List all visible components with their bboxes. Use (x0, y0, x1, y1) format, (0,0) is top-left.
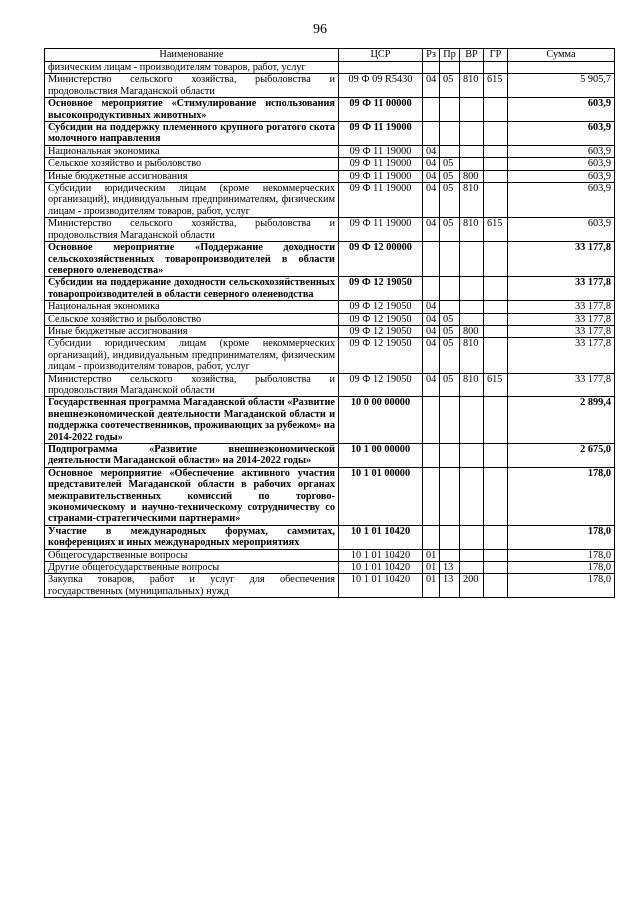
cell-sum: 33 177,8 (508, 313, 615, 325)
table-row (45, 122, 615, 146)
table-header-row (45, 49, 615, 62)
cell-vr: 810 (460, 338, 484, 373)
cell-name: Основное мероприятие «Поддержание доходности сельскохозяйственных товаропроизводителей в области северного оленеводства» (45, 242, 339, 277)
header-csr: ЦСР (339, 49, 423, 62)
cell-rz: 04 (423, 183, 440, 218)
cell-sum: 33 177,8 (508, 338, 615, 373)
cell-name: Другие общегосударственные вопросы (45, 562, 339, 574)
header-gr: ГР (484, 49, 508, 62)
cell-name: Подпрограмма «Развитие внешнеэкономической деятельности Магаданской области» на 2014-2022 годы» (45, 444, 339, 468)
cell-pr (440, 549, 460, 561)
cell-rz (423, 122, 440, 146)
cell-name: Национальная экономика (45, 145, 339, 157)
cell-gr (484, 242, 508, 277)
cell-vr (460, 525, 484, 549)
table-row (45, 444, 615, 468)
cell-pr: 05 (440, 313, 460, 325)
cell-vr (460, 145, 484, 157)
cell-pr: 05 (440, 373, 460, 397)
cell-sum: 178,0 (508, 574, 615, 598)
cell-vr (460, 301, 484, 313)
cell-rz: 01 (423, 562, 440, 574)
cell-rz (423, 467, 440, 525)
cell-rz: 04 (423, 325, 440, 337)
cell-rz: 01 (423, 549, 440, 561)
cell-pr (440, 145, 460, 157)
cell-name: Субсидии на поддержку племенного крупного рогатого скота молочного направления (45, 122, 339, 146)
cell-sum: 603,9 (508, 218, 615, 242)
cell-rz: 04 (423, 373, 440, 397)
cell-sum: 603,9 (508, 183, 615, 218)
cell-sum: 603,9 (508, 122, 615, 146)
cell-vr (460, 313, 484, 325)
cell-rz: 04 (423, 74, 440, 98)
cell-name: Иные бюджетные ассигнования (45, 325, 339, 337)
cell-gr (484, 183, 508, 218)
cell-pr (440, 444, 460, 468)
cell-pr: 05 (440, 218, 460, 242)
cell-gr (484, 444, 508, 468)
table-body (45, 62, 615, 598)
table-row (45, 145, 615, 157)
cell-vr: 810 (460, 74, 484, 98)
budget-table (44, 48, 615, 598)
cell-name: Субсидии юридическим лицам (кроме некоммерческих организаций), индивидуальным предпринимателям, физическим лицам - производителям товаров, работ, услуг (45, 183, 339, 218)
cell-pr (440, 98, 460, 122)
cell-rz (423, 397, 440, 444)
cell-gr: 615 (484, 373, 508, 397)
table-row (45, 170, 615, 182)
header-name: Наименование (45, 49, 339, 62)
cell-gr (484, 145, 508, 157)
cell-sum: 33 177,8 (508, 373, 615, 397)
cell-pr (440, 525, 460, 549)
cell-csr: 09 Ф 12 19050 (339, 325, 423, 337)
cell-pr: 05 (440, 158, 460, 170)
cell-vr (460, 277, 484, 301)
cell-gr (484, 549, 508, 561)
cell-pr: 13 (440, 574, 460, 598)
table-row (45, 373, 615, 397)
cell-csr: 09 Ф 11 19000 (339, 183, 423, 218)
table-row (45, 525, 615, 549)
table-row (45, 325, 615, 337)
cell-name: Государственная программа Магаданской области «Развитие внешнеэкономической деятельности Магаданской области и поддержка соотечественников, проживающих за рубежом» на 2014-2022 годы» (45, 397, 339, 444)
cell-sum: 603,9 (508, 98, 615, 122)
cell-vr (460, 397, 484, 444)
cell-sum: 2 675,0 (508, 444, 615, 468)
cell-rz (423, 525, 440, 549)
header-vr: ВР (460, 49, 484, 62)
cell-name: физическим лицам - производителям товаров, работ, услуг (45, 62, 339, 74)
cell-rz: 04 (423, 158, 440, 170)
cell-rz: 01 (423, 574, 440, 598)
cell-csr: 09 Ф 12 19050 (339, 373, 423, 397)
header-pr: Пр (440, 49, 460, 62)
cell-pr (440, 301, 460, 313)
cell-vr (460, 562, 484, 574)
cell-pr (440, 277, 460, 301)
cell-vr (460, 62, 484, 74)
cell-vr (460, 467, 484, 525)
cell-name: Участие в международных форумах, саммитах, конференциях и иных международных мероприятиях (45, 525, 339, 549)
cell-vr (460, 242, 484, 277)
cell-gr (484, 562, 508, 574)
cell-sum: 603,9 (508, 158, 615, 170)
cell-sum: 603,9 (508, 145, 615, 157)
cell-rz: 04 (423, 313, 440, 325)
cell-pr: 05 (440, 338, 460, 373)
cell-pr: 05 (440, 170, 460, 182)
cell-vr (460, 158, 484, 170)
cell-name: Основное мероприятие «Обеспечение активного участия представителей Магаданской области в рабочих органах межправительственных комиссий по торгово-экономическому и научно-техническому сотрудничеству со странами-стратегическими партнерами» (45, 467, 339, 525)
cell-name: Закупка товаров, работ и услуг для обеспечения государственных (муниципальных) нужд (45, 574, 339, 598)
cell-csr: 10 1 01 10420 (339, 525, 423, 549)
cell-gr (484, 98, 508, 122)
cell-csr: 09 Ф 11 19000 (339, 122, 423, 146)
cell-vr (460, 444, 484, 468)
table-row (45, 218, 615, 242)
cell-vr: 810 (460, 183, 484, 218)
cell-csr: 09 Ф 11 00000 (339, 98, 423, 122)
header-rz: Рз (423, 49, 440, 62)
cell-sum: 178,0 (508, 525, 615, 549)
cell-pr: 05 (440, 183, 460, 218)
cell-csr: 10 1 01 10420 (339, 562, 423, 574)
table-row (45, 242, 615, 277)
table-row (45, 277, 615, 301)
cell-csr: 09 Ф 09 R5430 (339, 74, 423, 98)
cell-gr (484, 397, 508, 444)
cell-vr: 810 (460, 373, 484, 397)
cell-name: Сельское хозяйство и рыболовство (45, 313, 339, 325)
cell-name: Общегосударственные вопросы (45, 549, 339, 561)
cell-csr: 10 1 01 10420 (339, 574, 423, 598)
table-row (45, 74, 615, 98)
table-row (45, 549, 615, 561)
cell-pr: 13 (440, 562, 460, 574)
cell-sum: 178,0 (508, 549, 615, 561)
cell-gr (484, 301, 508, 313)
cell-sum: 603,9 (508, 170, 615, 182)
table-row (45, 158, 615, 170)
table-row (45, 397, 615, 444)
cell-csr: 10 1 01 10420 (339, 549, 423, 561)
cell-csr: 09 Ф 11 19000 (339, 158, 423, 170)
cell-sum: 33 177,8 (508, 242, 615, 277)
table-row (45, 301, 615, 313)
cell-name: Субсидии на поддержание доходности сельскохозяйственных товаропроизводителей в области северного оленеводства (45, 277, 339, 301)
cell-name: Субсидии юридическим лицам (кроме некоммерческих организаций), индивидуальным предпринимателям, физическим лицам - производителям товаров, работ, услуг (45, 338, 339, 373)
cell-csr: 10 1 00 00000 (339, 444, 423, 468)
cell-rz (423, 277, 440, 301)
cell-csr: 09 Ф 12 19050 (339, 338, 423, 373)
table-row (45, 562, 615, 574)
cell-pr: 05 (440, 74, 460, 98)
cell-gr (484, 313, 508, 325)
table-row (45, 574, 615, 598)
cell-sum: 178,0 (508, 562, 615, 574)
cell-sum: 178,0 (508, 467, 615, 525)
cell-pr: 05 (440, 325, 460, 337)
cell-rz: 04 (423, 218, 440, 242)
cell-gr (484, 277, 508, 301)
cell-vr (460, 98, 484, 122)
cell-name: Министерство сельского хозяйства, рыболовства и продовольствия Магаданской области (45, 373, 339, 397)
cell-rz (423, 444, 440, 468)
cell-csr: 09 Ф 12 19050 (339, 301, 423, 313)
cell-csr: 09 Ф 11 19000 (339, 145, 423, 157)
cell-sum: 2 899,4 (508, 397, 615, 444)
cell-rz: 04 (423, 338, 440, 373)
cell-sum (508, 62, 615, 74)
table-row (45, 467, 615, 525)
cell-csr: 10 1 01 00000 (339, 467, 423, 525)
cell-vr: 800 (460, 170, 484, 182)
cell-gr: 615 (484, 74, 508, 98)
cell-vr: 200 (460, 574, 484, 598)
cell-rz: 04 (423, 170, 440, 182)
cell-name: Основное мероприятие «Стимулирование использования высокопродуктивных животных» (45, 98, 339, 122)
cell-name: Национальная экономика (45, 301, 339, 313)
table-row (45, 338, 615, 373)
cell-pr (440, 242, 460, 277)
cell-csr: 09 Ф 12 00000 (339, 242, 423, 277)
table-row (45, 313, 615, 325)
cell-vr: 810 (460, 218, 484, 242)
cell-csr: 09 Ф 11 19000 (339, 170, 423, 182)
cell-name: Сельское хозяйство и рыболовство (45, 158, 339, 170)
cell-pr (440, 62, 460, 74)
cell-gr (484, 338, 508, 373)
cell-pr (440, 122, 460, 146)
cell-gr (484, 525, 508, 549)
cell-sum: 33 177,8 (508, 301, 615, 313)
cell-rz: 04 (423, 145, 440, 157)
cell-gr (484, 170, 508, 182)
cell-pr (440, 467, 460, 525)
page-number: 96 (313, 22, 327, 37)
header-sum: Сумма (508, 49, 615, 62)
cell-csr (339, 62, 423, 74)
table-row (45, 183, 615, 218)
cell-sum: 5 905,7 (508, 74, 615, 98)
cell-csr: 09 Ф 12 19050 (339, 313, 423, 325)
cell-gr (484, 122, 508, 146)
cell-sum: 33 177,8 (508, 277, 615, 301)
table-row (45, 98, 615, 122)
cell-csr: 10 0 00 00000 (339, 397, 423, 444)
cell-gr (484, 467, 508, 525)
cell-gr (484, 62, 508, 74)
cell-rz: 04 (423, 301, 440, 313)
table-row (45, 62, 615, 74)
cell-pr (440, 397, 460, 444)
cell-rz (423, 98, 440, 122)
cell-csr: 09 Ф 12 19050 (339, 277, 423, 301)
cell-gr: 615 (484, 218, 508, 242)
cell-csr: 09 Ф 11 19000 (339, 218, 423, 242)
cell-gr (484, 158, 508, 170)
cell-name: Министерство сельского хозяйства, рыболовства и продовольствия Магаданской области (45, 218, 339, 242)
cell-vr (460, 122, 484, 146)
cell-vr: 800 (460, 325, 484, 337)
cell-vr (460, 549, 484, 561)
cell-rz (423, 242, 440, 277)
cell-gr (484, 325, 508, 337)
cell-name: Министерство сельского хозяйства, рыболовства и продовольствия Магаданской области (45, 74, 339, 98)
cell-sum: 33 177,8 (508, 325, 615, 337)
cell-name: Иные бюджетные ассигнования (45, 170, 339, 182)
cell-rz (423, 62, 440, 74)
cell-gr (484, 574, 508, 598)
